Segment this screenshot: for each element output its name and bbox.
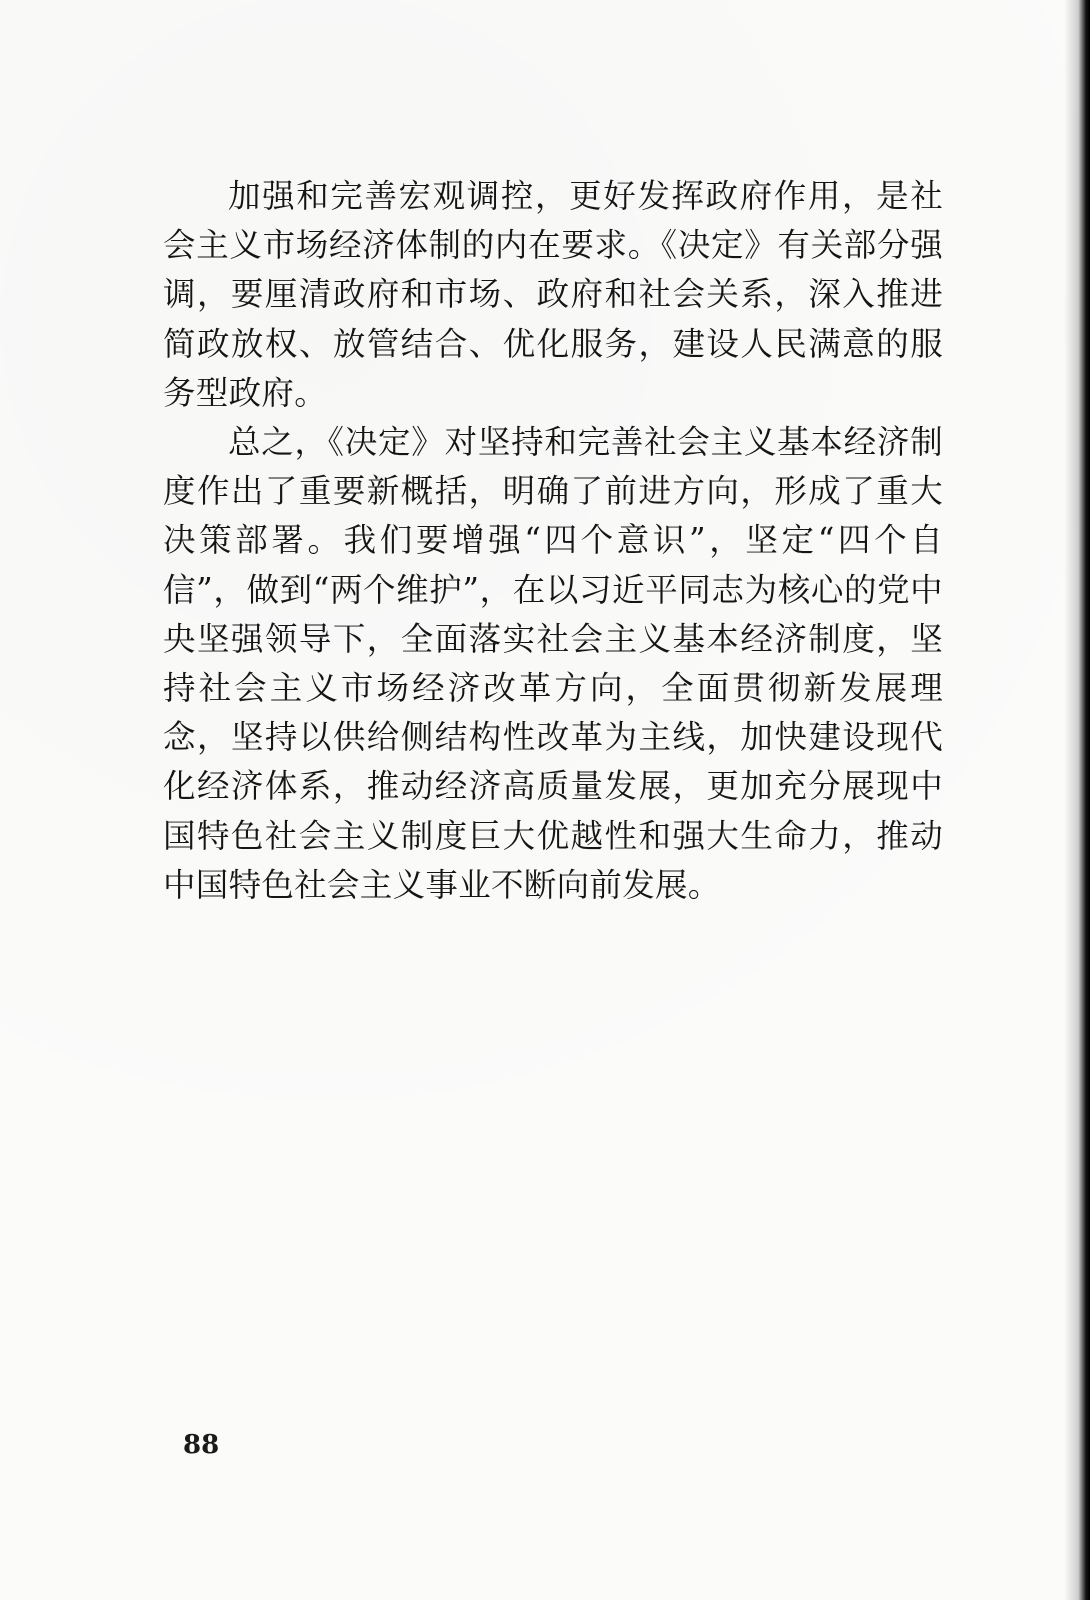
paragraph-conclusion: 总之，《决定》对坚持和完善社会主义基本经济制度作出了重要新概括，明确了前进方向，形成了重大决策部署。我们要增强“四个意识”，坚定“四个自信”，做到“两个维护”，在以习近平同志为核心的党中央坚强领导下，全面落实社会主义基本经济制度，坚持社会主义市场经济改革方向，全面贯彻新发展理念，坚持以供给侧结构性改革为主线，加快建设现代化经济体系，推动经济高质量发展，更加充分展现中国特色社会主义制度巨大优越性和强大生命力，推动中国特色社会主义事业不断向前发展。 <box>163 423 943 904</box>
page-edge-shadow <box>1064 0 1090 1600</box>
body-text <box>163 172 943 910</box>
paragraph-macro-regulation: 加强和完善宏观调控，更好发挥政府作用，是社会主义市场经济体制的内在要求。《决定》有关部分强调，要厘清政府和市场、政府和社会关系，深入推进简政放权、放管结合、优化服务，建设人民满意的服务型政府。 <box>163 177 943 412</box>
page-number: 88 <box>183 1430 220 1460</box>
